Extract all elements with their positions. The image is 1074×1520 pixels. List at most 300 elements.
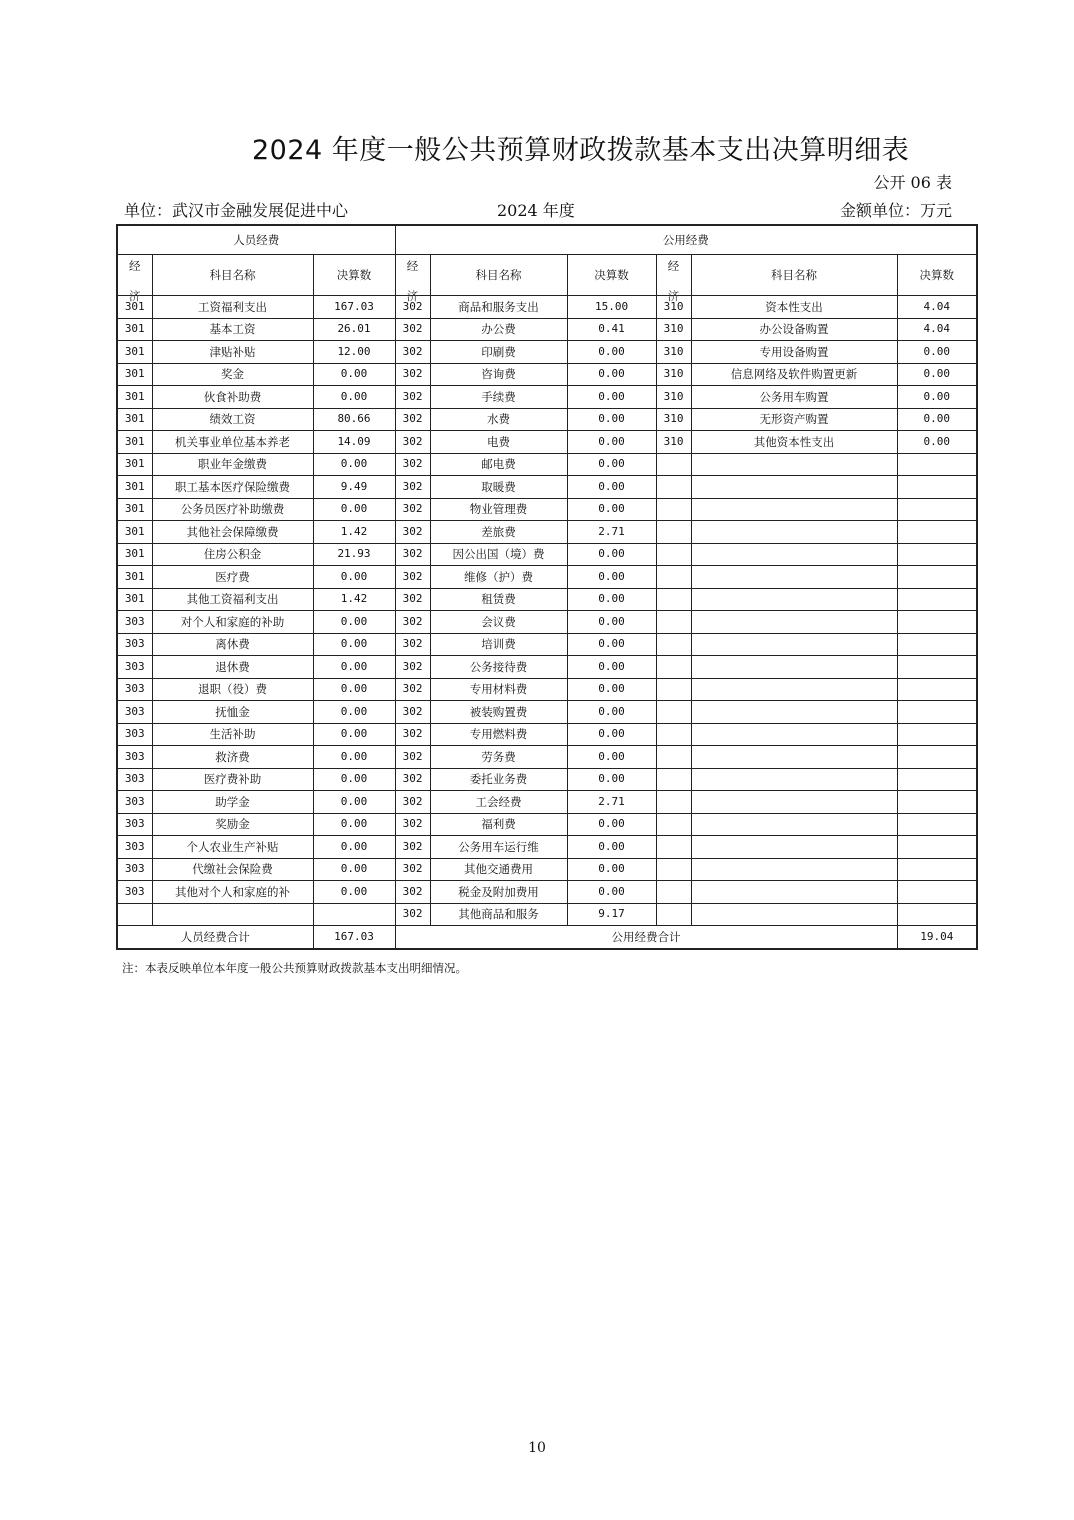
goods-amount: 15.00 — [567, 296, 656, 319]
capital-amount — [897, 656, 977, 679]
capital-amount — [897, 701, 977, 724]
goods-name: 印刷费 — [430, 341, 567, 364]
capital-name: 资本性支出 — [691, 296, 897, 319]
personnel-name: 住房公积金 — [152, 543, 313, 566]
table-row — [117, 543, 977, 566]
personnel-name: 离休费 — [152, 633, 313, 656]
capital-amount — [897, 566, 977, 589]
personnel-code: 301 — [117, 431, 152, 454]
personnel-code: 303 — [117, 836, 152, 859]
personnel-name: 津贴补贴 — [152, 341, 313, 364]
personnel-amount — [313, 903, 395, 926]
personnel-code: 301 — [117, 543, 152, 566]
personnel-name: 医疗费 — [152, 566, 313, 589]
goods-name: 福利费 — [430, 813, 567, 836]
table-row — [117, 881, 977, 904]
goods-code: 302 — [395, 521, 430, 544]
goods-amount: 0.00 — [567, 588, 656, 611]
personnel-code: 303 — [117, 611, 152, 634]
capital-code — [656, 588, 691, 611]
capital-name — [691, 476, 897, 499]
public-group-header: 公用经费 — [395, 225, 977, 255]
goods-name: 差旅费 — [430, 521, 567, 544]
goods-name: 商品和服务支出 — [430, 296, 567, 319]
unit-label: 单位：武汉市金融发展促进中心 — [124, 201, 349, 220]
goods-amount: 2.71 — [567, 521, 656, 544]
personnel-amount: 0.00 — [313, 836, 395, 859]
goods-name: 培训费 — [430, 633, 567, 656]
goods-name: 公务接待费 — [430, 656, 567, 679]
table-row — [117, 836, 977, 859]
table-row — [117, 701, 977, 724]
capital-code: 310 — [656, 431, 691, 454]
table-row — [117, 611, 977, 634]
goods-code: 302 — [395, 386, 430, 409]
goods-name: 委托业务费 — [430, 768, 567, 791]
capital-amount — [897, 858, 977, 881]
table-row — [117, 431, 977, 454]
goods-code: 302 — [395, 903, 430, 926]
personnel-name: 退休费 — [152, 656, 313, 679]
capital-code — [656, 678, 691, 701]
capital-name — [691, 588, 897, 611]
goods-amount: 0.00 — [567, 363, 656, 386]
capital-amount — [897, 903, 977, 926]
personnel-code: 301 — [117, 408, 152, 431]
goods-code: 302 — [395, 611, 430, 634]
capital-code — [656, 498, 691, 521]
table-row — [117, 521, 977, 544]
personnel-amount: 167.03 — [313, 296, 395, 319]
code-header — [656, 255, 691, 303]
goods-code: 302 — [395, 363, 430, 386]
goods-amount: 0.41 — [567, 318, 656, 341]
capital-code — [656, 723, 691, 746]
goods-code: 302 — [395, 341, 430, 364]
capital-code: 310 — [656, 341, 691, 364]
table-row — [117, 723, 977, 746]
capital-name: 无形资产购置 — [691, 408, 897, 431]
capital-code — [656, 858, 691, 881]
personnel-amount: 0.00 — [313, 813, 395, 836]
goods-code: 302 — [395, 476, 430, 499]
capital-name — [691, 566, 897, 589]
capital-code: 310 — [656, 408, 691, 431]
personnel-name: 其他对个人和家庭的补 — [152, 881, 313, 904]
goods-code: 302 — [395, 543, 430, 566]
capital-name — [691, 723, 897, 746]
capital-code — [656, 611, 691, 634]
personnel-code — [117, 903, 152, 926]
goods-amount: 9.17 — [567, 903, 656, 926]
capital-code — [656, 521, 691, 544]
personnel-name: 工资福利支出 — [152, 296, 313, 319]
capital-name — [691, 633, 897, 656]
goods-name: 办公费 — [430, 318, 567, 341]
table-row — [117, 341, 977, 364]
code-header-tail: 济 — [406, 289, 419, 303]
capital-name — [691, 791, 897, 814]
goods-code: 302 — [395, 318, 430, 341]
goods-amount: 0.00 — [567, 723, 656, 746]
personnel-code: 301 — [117, 566, 152, 589]
table-row — [117, 296, 977, 319]
table-row — [117, 476, 977, 499]
table-row — [117, 318, 977, 341]
personnel-code: 301 — [117, 386, 152, 409]
goods-name: 维修（护）费 — [430, 566, 567, 589]
capital-code — [656, 903, 691, 926]
capital-code — [656, 453, 691, 476]
goods-name: 其他交通费用 — [430, 858, 567, 881]
personnel-code: 301 — [117, 498, 152, 521]
totals-row — [117, 926, 977, 949]
personnel-code: 303 — [117, 746, 152, 769]
goods-amount: 0.00 — [567, 656, 656, 679]
expenditure-detail-table — [116, 224, 978, 950]
amount-header: 决算数 — [313, 255, 395, 296]
goods-code: 302 — [395, 701, 430, 724]
personnel-name: 生活补助 — [152, 723, 313, 746]
table-row — [117, 453, 977, 476]
capital-code: 310 — [656, 386, 691, 409]
personnel-code: 303 — [117, 656, 152, 679]
capital-name — [691, 521, 897, 544]
personnel-code: 301 — [117, 318, 152, 341]
capital-name: 专用设备购置 — [691, 341, 897, 364]
capital-name — [691, 768, 897, 791]
goods-name: 电费 — [430, 431, 567, 454]
personnel-total-value: 167.03 — [313, 926, 395, 949]
personnel-name: 其他社会保障缴费 — [152, 521, 313, 544]
capital-name: 办公设备购置 — [691, 318, 897, 341]
capital-amount: 0.00 — [897, 431, 977, 454]
capital-amount: 0.00 — [897, 408, 977, 431]
personnel-name: 奖励金 — [152, 813, 313, 836]
personnel-name: 其他工资福利支出 — [152, 588, 313, 611]
goods-code: 302 — [395, 746, 430, 769]
goods-name: 因公出国（境）费 — [430, 543, 567, 566]
goods-amount: 0.00 — [567, 701, 656, 724]
capital-amount — [897, 633, 977, 656]
goods-name: 咨询费 — [430, 363, 567, 386]
goods-amount: 0.00 — [567, 498, 656, 521]
capital-amount — [897, 881, 977, 904]
page-number: 10 — [528, 1440, 546, 1456]
goods-name: 租赁费 — [430, 588, 567, 611]
capital-code — [656, 656, 691, 679]
capital-name: 其他资本性支出 — [691, 431, 897, 454]
goods-code: 302 — [395, 431, 430, 454]
goods-name: 公务用车运行维 — [430, 836, 567, 859]
capital-code — [656, 633, 691, 656]
personnel-amount: 0.00 — [313, 363, 395, 386]
personnel-amount: 14.09 — [313, 431, 395, 454]
capital-code: 310 — [656, 296, 691, 319]
personnel-code: 301 — [117, 296, 152, 319]
capital-amount: 0.00 — [897, 386, 977, 409]
money-unit-label: 金额单位：万元 — [839, 201, 952, 220]
capital-amount — [897, 588, 977, 611]
personnel-amount: 0.00 — [313, 723, 395, 746]
capital-name — [691, 498, 897, 521]
capital-code — [656, 746, 691, 769]
goods-code: 302 — [395, 498, 430, 521]
amount-header: 决算数 — [897, 255, 977, 296]
goods-code: 302 — [395, 791, 430, 814]
goods-amount: 0.00 — [567, 633, 656, 656]
personnel-amount: 1.42 — [313, 588, 395, 611]
goods-code: 302 — [395, 723, 430, 746]
personnel-amount: 26.01 — [313, 318, 395, 341]
capital-amount — [897, 723, 977, 746]
goods-code: 302 — [395, 296, 430, 319]
table-row — [117, 656, 977, 679]
goods-amount: 0.00 — [567, 408, 656, 431]
goods-amount: 0.00 — [567, 881, 656, 904]
capital-name — [691, 836, 897, 859]
personnel-code: 303 — [117, 858, 152, 881]
capital-code — [656, 566, 691, 589]
name-header: 科目名称 — [152, 255, 313, 296]
capital-amount: 4.04 — [897, 296, 977, 319]
goods-amount: 0.00 — [567, 453, 656, 476]
goods-name: 专用燃料费 — [430, 723, 567, 746]
personnel-amount: 0.00 — [313, 858, 395, 881]
capital-amount — [897, 498, 977, 521]
personnel-amount: 12.00 — [313, 341, 395, 364]
capital-amount — [897, 678, 977, 701]
goods-code: 302 — [395, 566, 430, 589]
page-title: 2024 年度一般公共预算财政拨款基本支出决算明细表 — [252, 135, 910, 166]
personnel-amount: 0.00 — [313, 386, 395, 409]
personnel-name — [152, 903, 313, 926]
personnel-name: 救济费 — [152, 746, 313, 769]
goods-amount: 0.00 — [567, 768, 656, 791]
capital-code — [656, 701, 691, 724]
capital-code: 310 — [656, 363, 691, 386]
table-row — [117, 858, 977, 881]
goods-amount: 0.00 — [567, 858, 656, 881]
personnel-name: 机关事业单位基本养老 — [152, 431, 313, 454]
capital-name: 公务用车购置 — [691, 386, 897, 409]
capital-name — [691, 903, 897, 926]
goods-name: 税金及附加费用 — [430, 881, 567, 904]
personnel-code: 303 — [117, 791, 152, 814]
code-header-label: 经 — [129, 259, 141, 273]
table-row — [117, 903, 977, 926]
goods-amount: 0.00 — [567, 746, 656, 769]
goods-code: 302 — [395, 633, 430, 656]
personnel-code: 301 — [117, 453, 152, 476]
table-row — [117, 813, 977, 836]
personnel-code: 303 — [117, 678, 152, 701]
capital-name — [691, 881, 897, 904]
capital-name — [691, 858, 897, 881]
goods-amount: 0.00 — [567, 386, 656, 409]
personnel-code: 301 — [117, 521, 152, 544]
personnel-code: 303 — [117, 701, 152, 724]
capital-name — [691, 543, 897, 566]
capital-name — [691, 746, 897, 769]
table-row — [117, 588, 977, 611]
personnel-amount: 0.00 — [313, 611, 395, 634]
goods-name: 取暖费 — [430, 476, 567, 499]
personnel-code: 303 — [117, 881, 152, 904]
table-row — [117, 678, 977, 701]
table-row — [117, 566, 977, 589]
capital-amount — [897, 791, 977, 814]
personnel-name: 医疗费补助 — [152, 768, 313, 791]
personnel-total-label: 人员经费合计 — [117, 926, 313, 949]
public-total-value: 19.04 — [897, 926, 977, 949]
goods-name: 水费 — [430, 408, 567, 431]
goods-amount: 0.00 — [567, 431, 656, 454]
goods-name: 手续费 — [430, 386, 567, 409]
personnel-code: 303 — [117, 723, 152, 746]
code-header-tail: 济 — [667, 289, 680, 303]
table-number: 公开 06 表 — [873, 173, 952, 192]
personnel-code: 301 — [117, 476, 152, 499]
goods-code: 302 — [395, 836, 430, 859]
capital-code — [656, 836, 691, 859]
personnel-name: 公务员医疗补助缴费 — [152, 498, 313, 521]
goods-code: 302 — [395, 858, 430, 881]
goods-amount: 0.00 — [567, 566, 656, 589]
capital-code — [656, 881, 691, 904]
capital-code — [656, 813, 691, 836]
table-row — [117, 408, 977, 431]
personnel-name: 奖金 — [152, 363, 313, 386]
goods-amount: 0.00 — [567, 476, 656, 499]
goods-code: 302 — [395, 408, 430, 431]
goods-code: 302 — [395, 768, 430, 791]
capital-code — [656, 543, 691, 566]
capital-code — [656, 476, 691, 499]
goods-name: 会议费 — [430, 611, 567, 634]
public-total-label: 公用经费合计 — [395, 926, 897, 949]
capital-amount: 4.04 — [897, 318, 977, 341]
personnel-amount: 9.49 — [313, 476, 395, 499]
name-header: 科目名称 — [691, 255, 897, 296]
code-header-label: 经 — [667, 259, 680, 273]
table-row — [117, 791, 977, 814]
personnel-amount: 80.66 — [313, 408, 395, 431]
goods-name: 工会经费 — [430, 791, 567, 814]
capital-amount — [897, 611, 977, 634]
table-row — [117, 363, 977, 386]
capital-name — [691, 656, 897, 679]
capital-code — [656, 791, 691, 814]
personnel-name: 基本工资 — [152, 318, 313, 341]
capital-amount — [897, 521, 977, 544]
goods-code: 302 — [395, 813, 430, 836]
personnel-amount: 0.00 — [313, 881, 395, 904]
code-header-tail: 济 — [129, 289, 141, 303]
table-row — [117, 386, 977, 409]
column-header-row — [117, 255, 977, 296]
personnel-amount: 0.00 — [313, 678, 395, 701]
goods-code: 302 — [395, 656, 430, 679]
table-row — [117, 768, 977, 791]
personnel-group-header: 人员经费 — [117, 225, 395, 255]
capital-code: 310 — [656, 318, 691, 341]
capital-name — [691, 701, 897, 724]
personnel-code: 303 — [117, 768, 152, 791]
capital-name: 信息网络及软件购置更新 — [691, 363, 897, 386]
capital-amount — [897, 476, 977, 499]
goods-name: 物业管理费 — [430, 498, 567, 521]
code-header — [117, 255, 152, 303]
capital-amount — [897, 836, 977, 859]
personnel-name: 职工基本医疗保险缴费 — [152, 476, 313, 499]
goods-amount: 2.71 — [567, 791, 656, 814]
goods-amount: 0.00 — [567, 543, 656, 566]
capital-amount — [897, 543, 977, 566]
goods-amount: 0.00 — [567, 678, 656, 701]
capital-amount: 0.00 — [897, 341, 977, 364]
personnel-amount: 0.00 — [313, 498, 395, 521]
capital-amount — [897, 768, 977, 791]
code-header — [395, 255, 430, 303]
goods-code: 302 — [395, 881, 430, 904]
table-row — [117, 746, 977, 769]
personnel-amount: 0.00 — [313, 633, 395, 656]
goods-name: 专用材料费 — [430, 678, 567, 701]
goods-name: 其他商品和服务 — [430, 903, 567, 926]
name-header: 科目名称 — [430, 255, 567, 296]
goods-code: 302 — [395, 678, 430, 701]
goods-name: 邮电费 — [430, 453, 567, 476]
personnel-name: 代缴社会保险费 — [152, 858, 313, 881]
personnel-code: 303 — [117, 633, 152, 656]
capital-name — [691, 813, 897, 836]
personnel-amount: 0.00 — [313, 701, 395, 724]
capital-name — [691, 453, 897, 476]
personnel-amount: 0.00 — [313, 746, 395, 769]
personnel-name: 个人农业生产补贴 — [152, 836, 313, 859]
goods-amount: 0.00 — [567, 341, 656, 364]
personnel-amount: 0.00 — [313, 453, 395, 476]
goods-code: 302 — [395, 453, 430, 476]
capital-code — [656, 768, 691, 791]
personnel-name: 职业年金缴费 — [152, 453, 313, 476]
personnel-name: 退职（役）费 — [152, 678, 313, 701]
personnel-name: 抚恤金 — [152, 701, 313, 724]
goods-amount: 0.00 — [567, 836, 656, 859]
personnel-amount: 0.00 — [313, 768, 395, 791]
table-row — [117, 633, 977, 656]
capital-amount: 0.00 — [897, 363, 977, 386]
goods-amount: 0.00 — [567, 813, 656, 836]
personnel-name: 伙食补助费 — [152, 386, 313, 409]
personnel-name: 对个人和家庭的补助 — [152, 611, 313, 634]
group-header-row — [117, 225, 977, 255]
personnel-amount: 0.00 — [313, 791, 395, 814]
personnel-amount: 0.00 — [313, 566, 395, 589]
goods-name: 劳务费 — [430, 746, 567, 769]
personnel-amount: 21.93 — [313, 543, 395, 566]
goods-name: 被装购置费 — [430, 701, 567, 724]
footnote: 注：本表反映单位本年度一般公共预算财政拨款基本支出明细情况。 — [122, 961, 467, 975]
personnel-code: 301 — [117, 363, 152, 386]
personnel-code: 301 — [117, 588, 152, 611]
personnel-name: 助学金 — [152, 791, 313, 814]
capital-name — [691, 611, 897, 634]
amount-header: 决算数 — [567, 255, 656, 296]
capital-amount — [897, 813, 977, 836]
capital-name — [691, 678, 897, 701]
